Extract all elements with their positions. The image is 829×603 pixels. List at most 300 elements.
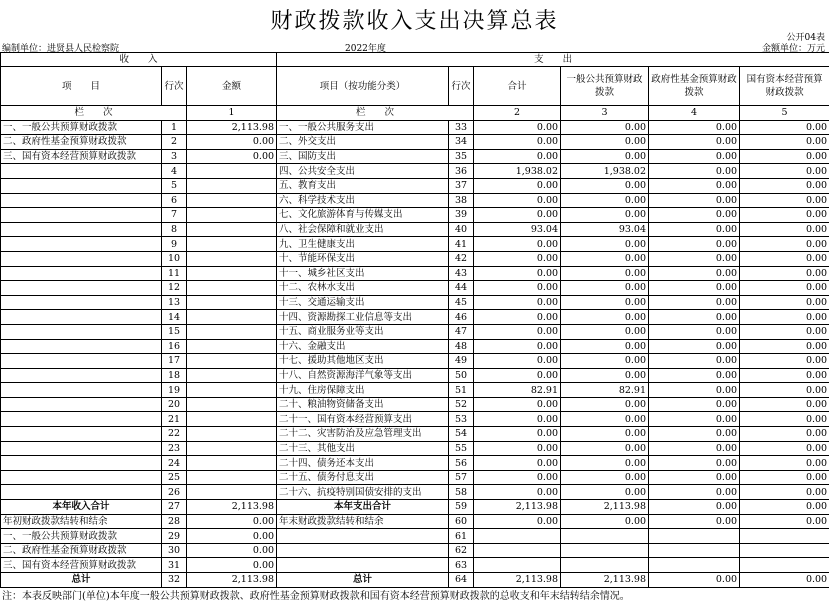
income-row-no: 10: [162, 251, 187, 266]
expense-item: 六、科学技术支出: [277, 193, 449, 208]
income-amount: [187, 266, 277, 281]
income-amount: [187, 164, 277, 179]
expense-state-capital: 0.00: [740, 470, 829, 485]
income-item: [1, 222, 162, 237]
table-row: [1, 500, 829, 515]
expense-row-no: 43: [449, 266, 474, 281]
expense-fund: 0.00: [649, 135, 740, 150]
income-amount: [187, 383, 277, 398]
expense-general: 93.04: [561, 222, 649, 237]
expense-general: 0.00: [561, 193, 649, 208]
income-item: [1, 310, 162, 325]
income-item: 三、国有资本经营预算财政拨款: [1, 149, 162, 164]
expense-item: 十七、援助其他地区支出: [277, 354, 449, 369]
income-amount: [187, 295, 277, 310]
expense-state-capital: [740, 558, 829, 573]
income-amount: [187, 412, 277, 427]
table-row: [1, 383, 829, 398]
expense-item: 十二、农林水支出: [277, 281, 449, 296]
income-row-no: 23: [162, 441, 187, 456]
expense-general: 0.00: [561, 237, 649, 252]
income-row-no-header: 行次: [162, 67, 187, 106]
expense-fund: 0.00: [649, 339, 740, 354]
expense-fund: [649, 543, 740, 558]
income-item: [1, 485, 162, 500]
expense-fund: 0.00: [649, 222, 740, 237]
income-header: 收 入: [1, 53, 277, 67]
expense-general: 0.00: [561, 441, 649, 456]
expense-fund: 0.00: [649, 412, 740, 427]
expense-row-no: 39: [449, 208, 474, 223]
expense-fund: 0.00: [649, 354, 740, 369]
column-index-label-2: 栏 次: [277, 106, 474, 121]
income-item: [1, 164, 162, 179]
expense-fund: 0.00: [649, 514, 740, 529]
income-amount: 0.00: [187, 529, 277, 544]
report-title: 财政拨款收入支出决算总表: [270, 9, 559, 34]
income-item: [1, 266, 162, 281]
income-amount: 2,113.98: [187, 573, 277, 588]
expense-item: 二十、粮油物资储备支出: [277, 397, 449, 412]
income-amount: [187, 485, 277, 500]
expense-fund: 0.00: [649, 295, 740, 310]
expense-row-no: 61: [449, 529, 474, 544]
expense-general: 0.00: [561, 178, 649, 193]
expense-general: 0.00: [561, 310, 649, 325]
income-row-no: 22: [162, 427, 187, 442]
income-row-no: 2: [162, 135, 187, 150]
income-amount: 2,113.98: [187, 120, 277, 135]
income-amount: [187, 441, 277, 456]
expense-fund: [649, 558, 740, 573]
expense-general: 0.00: [561, 266, 649, 281]
income-row-no: 7: [162, 208, 187, 223]
expense-total: 0.00: [474, 397, 561, 412]
expense-fund: 0.00: [649, 281, 740, 296]
expense-state-capital: 0.00: [740, 354, 829, 369]
income-amount: 0.00: [187, 543, 277, 558]
table-row: [1, 208, 829, 223]
expense-row-no: 46: [449, 310, 474, 325]
income-item: [1, 383, 162, 398]
expense-state-capital: 0.00: [740, 237, 829, 252]
table-row: [1, 164, 829, 179]
expense-fund: 0.00: [649, 237, 740, 252]
income-amount: [187, 470, 277, 485]
expense-general: 0.00: [561, 456, 649, 471]
table-row: [1, 558, 829, 573]
income-row-no: 17: [162, 354, 187, 369]
expense-total: 0.00: [474, 470, 561, 485]
expense-general: 2,113.98: [561, 573, 649, 588]
table-row: [1, 178, 829, 193]
expense-general: 0.00: [561, 251, 649, 266]
income-amount: 0.00: [187, 558, 277, 573]
expense-item: [277, 529, 449, 544]
expense-item: [277, 558, 449, 573]
table-row: [1, 470, 829, 485]
expense-item: 十五、商业服务业等支出: [277, 324, 449, 339]
expense-item: [277, 543, 449, 558]
table-row: [1, 354, 829, 369]
expense-total: 0.00: [474, 178, 561, 193]
expense-general: 2,113.98: [561, 500, 649, 515]
income-row-no: 18: [162, 368, 187, 383]
income-row-no: 20: [162, 397, 187, 412]
table-row: [1, 441, 829, 456]
expense-row-no: 44: [449, 281, 474, 296]
expense-state-capital: 0.00: [740, 149, 829, 164]
expense-fund: 0.00: [649, 470, 740, 485]
income-row-no: 25: [162, 470, 187, 485]
income-row-no: 26: [162, 485, 187, 500]
expense-state-capital: 0.00: [740, 383, 829, 398]
table-row: [1, 368, 829, 383]
expense-state-capital: 0.00: [740, 120, 829, 135]
expense-fund: 0.00: [649, 427, 740, 442]
income-amount: [187, 368, 277, 383]
income-item: [1, 354, 162, 369]
income-row-no: 11: [162, 266, 187, 281]
expense-state-capital: 0.00: [740, 222, 829, 237]
income-item: 总计: [1, 573, 162, 588]
expense-item: 十八、自然资源海洋气象等支出: [277, 368, 449, 383]
expense-total: 0.00: [474, 266, 561, 281]
expense-item: 二十五、债务付息支出: [277, 470, 449, 485]
income-row-no: 9: [162, 237, 187, 252]
table-row: [1, 135, 829, 150]
general-budget-header: 一般公共预算财政拨款: [561, 67, 649, 106]
table-row: [1, 573, 829, 588]
expense-item: 年末财政拨款结转和结余: [277, 514, 449, 529]
expense-general: 0.00: [561, 368, 649, 383]
expense-fund: 0.00: [649, 251, 740, 266]
expense-state-capital: 0.00: [740, 281, 829, 296]
expense-general: 0.00: [561, 485, 649, 500]
expense-state-capital: 0.00: [740, 266, 829, 281]
income-item: [1, 193, 162, 208]
expense-total: 0.00: [474, 339, 561, 354]
expense-item: 十、节能环保支出: [277, 251, 449, 266]
expense-fund: [649, 529, 740, 544]
income-item: 一、一般公共预算财政拨款: [1, 529, 162, 544]
income-row-no: 3: [162, 149, 187, 164]
table-row: [1, 339, 829, 354]
income-row-no: 28: [162, 514, 187, 529]
table-row: [1, 193, 829, 208]
expense-fund: 0.00: [649, 120, 740, 135]
expense-total: 0.00: [474, 441, 561, 456]
table-row: [1, 281, 829, 296]
income-amount: [187, 208, 277, 223]
income-amount: [187, 339, 277, 354]
expense-item: 二十一、国有资本经营预算支出: [277, 412, 449, 427]
expense-row-no: 33: [449, 120, 474, 135]
column-index-4: 4: [649, 106, 740, 121]
expense-total: [474, 529, 561, 544]
expense-state-capital: 0.00: [740, 456, 829, 471]
expense-state-capital: 0.00: [740, 164, 829, 179]
expense-row-no: 36: [449, 164, 474, 179]
expense-row-no: 51: [449, 383, 474, 398]
income-amount: [187, 397, 277, 412]
expense-state-capital: 0.00: [740, 412, 829, 427]
expense-state-capital: 0.00: [740, 441, 829, 456]
income-amount: [187, 222, 277, 237]
expense-general: [561, 558, 649, 573]
table-row: [1, 529, 829, 544]
expense-total: 0.00: [474, 135, 561, 150]
expense-total: 0.00: [474, 251, 561, 266]
expense-general: 0.00: [561, 208, 649, 223]
income-amount: [187, 251, 277, 266]
expense-fund: 0.00: [649, 397, 740, 412]
expense-state-capital: 0.00: [740, 573, 829, 588]
income-amount: 2,113.98: [187, 500, 277, 515]
table-row: [1, 120, 829, 135]
expense-general: 1,938.02: [561, 164, 649, 179]
expense-general: 0.00: [561, 135, 649, 150]
expense-row-no: 55: [449, 441, 474, 456]
expense-fund: 0.00: [649, 193, 740, 208]
table-row: [1, 237, 829, 252]
expense-total: [474, 543, 561, 558]
expense-item: 二十四、债务还本支出: [277, 456, 449, 471]
table-row: [1, 412, 829, 427]
expense-general: 0.00: [561, 120, 649, 135]
expense-total: 0.00: [474, 281, 561, 296]
expense-state-capital: 0.00: [740, 397, 829, 412]
income-row-no: 4: [162, 164, 187, 179]
income-item: [1, 178, 162, 193]
income-amount: [187, 427, 277, 442]
expense-total: 2,113.98: [474, 500, 561, 515]
income-row-no: 16: [162, 339, 187, 354]
table-row: [1, 310, 829, 325]
income-row-no: 15: [162, 324, 187, 339]
income-item: [1, 397, 162, 412]
expense-item: 十六、金融支出: [277, 339, 449, 354]
expense-item: 三、国防支出: [277, 149, 449, 164]
expense-general: [561, 543, 649, 558]
income-amount: [187, 237, 277, 252]
expense-row-no: 38: [449, 193, 474, 208]
income-item: [1, 427, 162, 442]
table-row: [1, 266, 829, 281]
expense-fund: 0.00: [649, 324, 740, 339]
budget-summary-table: [0, 52, 829, 588]
expense-row-no: 54: [449, 427, 474, 442]
column-index-1: 1: [187, 106, 277, 121]
income-item: 三、国有资本经营预算财政拨款: [1, 558, 162, 573]
expense-row-no: 59: [449, 500, 474, 515]
expense-fund: 0.00: [649, 149, 740, 164]
expense-fund: 0.00: [649, 500, 740, 515]
table-row: [1, 397, 829, 412]
expense-item: 十四、资源勘探工业信息等支出: [277, 310, 449, 325]
income-item: [1, 412, 162, 427]
expense-item: 二十二、灾害防治及应急管理支出: [277, 427, 449, 442]
expense-row-no: 49: [449, 354, 474, 369]
expense-row-no: 50: [449, 368, 474, 383]
income-row-no: 30: [162, 543, 187, 558]
expense-total: 0.00: [474, 514, 561, 529]
expense-fund: 0.00: [649, 456, 740, 471]
expense-state-capital: 0.00: [740, 324, 829, 339]
expense-item: 二十六、抗疫特别国债安排的支出: [277, 485, 449, 500]
expense-general: 0.00: [561, 295, 649, 310]
income-amount: 0.00: [187, 514, 277, 529]
table-row: [1, 324, 829, 339]
expense-fund: 0.00: [649, 485, 740, 500]
income-amount: [187, 281, 277, 296]
income-amount-header: 金额: [187, 67, 277, 106]
expense-row-no: 48: [449, 339, 474, 354]
expense-total: [474, 558, 561, 573]
expense-row-no: 64: [449, 573, 474, 588]
income-row-no: 24: [162, 456, 187, 471]
expense-total: 0.00: [474, 456, 561, 471]
expense-item: 十九、住房保障支出: [277, 383, 449, 398]
income-amount: 0.00: [187, 149, 277, 164]
expense-state-capital: 0.00: [740, 193, 829, 208]
income-row-no: 5: [162, 178, 187, 193]
expense-general: 0.00: [561, 354, 649, 369]
expense-row-no: 57: [449, 470, 474, 485]
expense-fund: 0.00: [649, 441, 740, 456]
expense-row-no: 47: [449, 324, 474, 339]
expense-item: 十一、城乡社区支出: [277, 266, 449, 281]
expense-state-capital: 0.00: [740, 339, 829, 354]
expense-fund: 0.00: [649, 266, 740, 281]
expense-row-no: 37: [449, 178, 474, 193]
fiscal-year: 2022年度: [345, 44, 386, 54]
expense-state-capital: 0.00: [740, 310, 829, 325]
form-code: 公开04表: [786, 33, 825, 43]
table-row: [1, 456, 829, 471]
income-item: 本年收入合计: [1, 500, 162, 515]
table-row: [1, 427, 829, 442]
state-capital-header: 国有资本经营预算财政拨款: [740, 67, 829, 106]
expense-row-no: 60: [449, 514, 474, 529]
income-item: [1, 441, 162, 456]
expense-general: 0.00: [561, 397, 649, 412]
income-item: 年初财政拨款结转和结余: [1, 514, 162, 529]
income-item: 二、政府性基金预算财政拨款: [1, 543, 162, 558]
table-row: [1, 514, 829, 529]
expense-general: 0.00: [561, 412, 649, 427]
expense-state-capital: 0.00: [740, 485, 829, 500]
expense-header: 支 出: [277, 53, 829, 67]
income-item: [1, 251, 162, 266]
expense-state-capital: 0.00: [740, 208, 829, 223]
income-amount: [187, 324, 277, 339]
income-item: [1, 295, 162, 310]
expense-fund: 0.00: [649, 208, 740, 223]
expense-total: 0.00: [474, 120, 561, 135]
expense-general: 0.00: [561, 149, 649, 164]
expense-fund: 0.00: [649, 383, 740, 398]
expense-state-capital: 0.00: [740, 368, 829, 383]
table-row: [1, 485, 829, 500]
income-item: [1, 470, 162, 485]
income-row-no: 21: [162, 412, 187, 427]
expense-general: 0.00: [561, 339, 649, 354]
table-row: [1, 222, 829, 237]
expense-total: 1,938.02: [474, 164, 561, 179]
column-index-2: 2: [474, 106, 561, 121]
expense-total: 82.91: [474, 383, 561, 398]
expense-row-no-header: 行次: [449, 67, 474, 106]
expense-total: 0.00: [474, 208, 561, 223]
expense-state-capital: 0.00: [740, 500, 829, 515]
expense-state-capital: [740, 529, 829, 544]
expense-row-no: 41: [449, 237, 474, 252]
expense-state-capital: 0.00: [740, 427, 829, 442]
income-item: [1, 324, 162, 339]
expense-general: 0.00: [561, 281, 649, 296]
expense-row-no: 53: [449, 412, 474, 427]
income-item: [1, 208, 162, 223]
income-row-no: 27: [162, 500, 187, 515]
expense-total: 0.00: [474, 354, 561, 369]
reporting-unit: 编制单位：进贤县人民检察院: [2, 44, 120, 54]
expense-item: 九、卫生健康支出: [277, 237, 449, 252]
expense-row-no: 63: [449, 558, 474, 573]
expense-row-no: 40: [449, 222, 474, 237]
table-row: [1, 149, 829, 164]
fund-budget-header: 政府性基金预算财政拨款: [649, 67, 740, 106]
expense-general: 0.00: [561, 470, 649, 485]
income-item: [1, 368, 162, 383]
expense-row-no: 56: [449, 456, 474, 471]
expense-row-no: 52: [449, 397, 474, 412]
expense-general: 0.00: [561, 514, 649, 529]
expense-item: 十三、交通运输支出: [277, 295, 449, 310]
expense-item: 五、教育支出: [277, 178, 449, 193]
expense-total: 0.00: [474, 324, 561, 339]
expense-general: [561, 529, 649, 544]
column-index-3: 3: [561, 106, 649, 121]
income-amount: 0.00: [187, 135, 277, 150]
expense-total: 0.00: [474, 310, 561, 325]
expense-fund: 0.00: [649, 573, 740, 588]
expense-fund: 0.00: [649, 310, 740, 325]
expense-row-no: 62: [449, 543, 474, 558]
expense-fund: 0.00: [649, 164, 740, 179]
income-row-no: 32: [162, 573, 187, 588]
table-row: [1, 251, 829, 266]
expense-row-no: 35: [449, 149, 474, 164]
expense-item: 总计: [277, 573, 449, 588]
expense-total: 2,113.98: [474, 573, 561, 588]
expense-item: 本年支出合计: [277, 500, 449, 515]
income-item: 二、政府性基金预算财政拨款: [1, 135, 162, 150]
income-row-no: 14: [162, 310, 187, 325]
expense-item: 二十三、其他支出: [277, 441, 449, 456]
income-amount: [187, 178, 277, 193]
expense-state-capital: 0.00: [740, 295, 829, 310]
income-amount: [187, 456, 277, 471]
expense-item: 四、公共安全支出: [277, 164, 449, 179]
expense-state-capital: [740, 543, 829, 558]
income-row-no: 6: [162, 193, 187, 208]
table-row: [1, 543, 829, 558]
expense-total: 0.00: [474, 412, 561, 427]
income-item: 一、一般公共预算财政拨款: [1, 120, 162, 135]
expense-total: 0.00: [474, 485, 561, 500]
expense-state-capital: 0.00: [740, 135, 829, 150]
